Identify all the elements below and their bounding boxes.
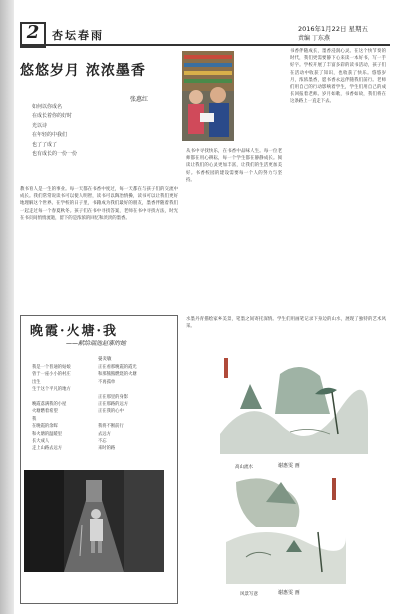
header-date: 2016年1月22日 星期五 [298, 25, 369, 33]
verse-line: 晚霞落满我的小屋 [32, 401, 67, 407]
children-reading-photo [182, 51, 234, 141]
poem-title: 晚霞·火塘·我 [30, 324, 119, 339]
verse-line: 生于这个平凡的地方 [32, 387, 71, 393]
verse-line: 正在看那晚霞的霞光 [98, 365, 137, 370]
masthead: 杏坛春雨 [52, 29, 104, 42]
article-body-column: 教书育人是一生的事业。每一天都在书香中度过，每一天都在与孩子们的交流中成长。我们常常说读书可以使人明智，读书可以陶冶情操，读书可以让我们更好地理解这个世界。在学校的日子里，书籍成为我们最好的朋友，墨香伴随着我们一起走过每一个春夏秋冬。孩子们在书中寻找答案，老师在书中寻找方法，时光在书页间悄悄流逝，留下的是浓浓的回忆和淡淡的墨香。 [20, 187, 178, 221]
verse-line: 走上山路去远方 [32, 446, 63, 452]
painting-author: 谢惠雯 画 [278, 463, 300, 469]
verse-line: 不忘 [98, 438, 107, 444]
verse-line: 去远方 [98, 431, 111, 437]
poem-verse-right [98, 364, 162, 453]
poem-line: 也有成长的一份一份 [32, 150, 78, 157]
page-number: 2 [26, 22, 40, 43]
verse-line: 我是一个普通的姑娘 [32, 365, 71, 370]
poem-line: 如何以你成名 [32, 104, 63, 110]
painting-intro-text: 水墨丹青描绘家乡美景，笔墨之间寄托深情。学生们用画笔记录下身边的山水，展现了独特的艺术风采。 [186, 317, 386, 330]
painting-title: 高山流水 [235, 465, 253, 470]
mountain-painting [226, 472, 346, 584]
verse-line: 和那熊熊燃烧的火塘 [98, 372, 137, 378]
article-byline: 张惠红 [130, 96, 149, 103]
poem-subtitle: ——献给瑞池赵寨的她 [66, 340, 127, 347]
verse-line: 长大成人 [32, 438, 50, 444]
verse-line: 不再孤单 [98, 379, 116, 385]
painting-author: 谢惠雯 画 [278, 590, 300, 596]
verse-line [98, 386, 162, 393]
verse-line: 火塘燃着希望 [32, 409, 58, 415]
verse-line: 正在那里的身影 [98, 394, 129, 400]
article-body-column: 从书中寻找快乐，在书香中品味人生。每一位老师都在用心耕耘，每一个学生都在静静成长。阅读让我们的心灵更加丰富，让我们的生活更加美好。书香校园的建设需要每一个人的努力与坚持。 [186, 149, 282, 183]
page-shadow [0, 0, 14, 614]
verse-line: 出生 [32, 379, 41, 385]
verse-line: 来时的路 [98, 446, 116, 452]
header-rule [20, 44, 390, 46]
poem-line: 在成长着你的好时 [32, 113, 73, 120]
poem-line: 在年轻的中我们 [32, 132, 68, 139]
header-editor: 责编 丁东燕 [298, 35, 330, 42]
poem-line: 也了了成了 [32, 141, 58, 148]
verse-line [98, 416, 162, 423]
verse-line: 正在那路的远方 [98, 401, 129, 407]
poem-verse-left [32, 364, 96, 453]
article-body-column: 书香伴随成长，墨香浸润心灵。在这个快节奏的时代，我们更需要静下心来读一本好书，写一手好字。学校开展了丰富多彩的读书活动，孩子们在活动中收获了知识，也收获了快乐。悠悠岁月，浓浓墨香，愿书香永远伴随我们前行。老师们用自己的行动影响着学生，学生们用自己的成长回报着老师。岁月如歌，书香如故，我们将在这条路上一直走下去。 [290, 49, 386, 105]
painting-title: 风景写意 [240, 592, 258, 597]
verse-line: 正在我的心中 [98, 409, 124, 415]
article-title: 悠悠岁月 浓浓墨香 [20, 63, 146, 79]
verse-line: 我将不断前行 [98, 424, 124, 430]
poem-byline: 晏炎敏 [98, 357, 112, 362]
verse-line: 在晚霞的余晖 [32, 424, 58, 430]
intro-poem [32, 103, 182, 159]
poem-line: 光以诗 [32, 122, 48, 129]
village-elder-photo [24, 470, 164, 572]
verse-line: 和火塘的温暖里 [32, 431, 63, 437]
verse-line: 曾于一座小小的村庄 [32, 372, 71, 378]
landscape-painting [220, 354, 368, 454]
verse-line [32, 394, 96, 401]
verse-line: 我 [32, 416, 37, 422]
